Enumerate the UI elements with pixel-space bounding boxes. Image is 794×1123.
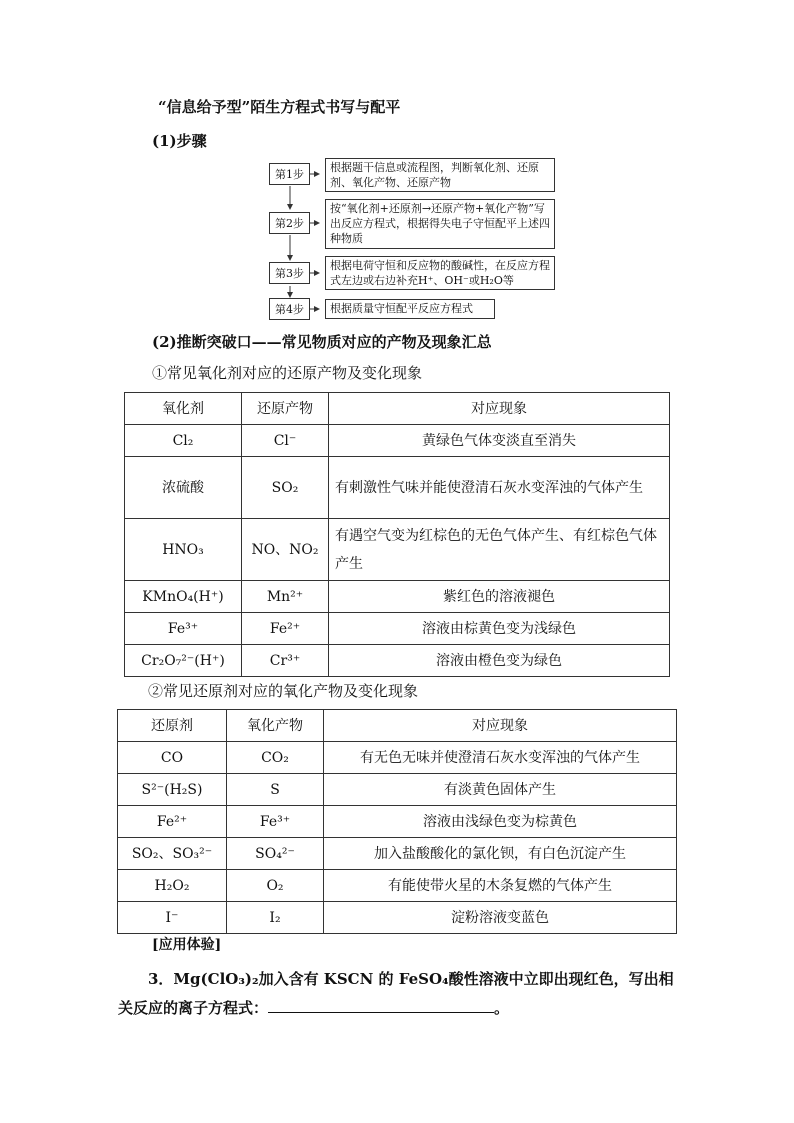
table-cell: H₂O₂	[118, 870, 227, 902]
table-cell: S²⁻(H₂S)	[118, 774, 227, 806]
table-row	[118, 902, 677, 934]
table-cell: 加入盐酸酸化的氯化钡，有白色沉淀产生	[324, 838, 677, 870]
table-cell: S	[227, 774, 324, 806]
header-phenomenon: 对应现象	[329, 393, 670, 425]
table-cell: KMnO₄(H⁺)	[125, 581, 242, 613]
header-reductant: 还原剂	[118, 710, 227, 742]
table-row	[125, 613, 670, 645]
flow-step-2-label: 第2步	[269, 212, 310, 234]
table-cell: Fe²⁺	[118, 806, 227, 838]
header-oxidation-product: 氧化产物	[227, 710, 324, 742]
oxidant-table	[124, 392, 670, 677]
header-oxidant: 氧化剂	[125, 393, 242, 425]
table-cell: 有无色无味并使澄清石灰水变浑浊的气体产生	[324, 742, 677, 774]
reductant-table-heading: ②常见还原剂对应的氧化产物及变化现象	[148, 682, 419, 700]
question-line-2	[118, 997, 509, 1018]
page-title: “信息给予型”陌生方程式书写与配平	[158, 98, 401, 116]
table-row	[118, 838, 677, 870]
table-cell: 有能使带火星的木条复燃的气体产生	[324, 870, 677, 902]
table-cell: 溶液由棕黄色变为浅绿色	[329, 613, 670, 645]
table-cell: SO₄²⁻	[227, 838, 324, 870]
table-row	[125, 581, 670, 613]
table-cell: Mn²⁺	[242, 581, 329, 613]
flow-step-4-description: 根据质量守恒配平反应方程式	[325, 299, 495, 319]
table-row	[118, 742, 677, 774]
table-row	[118, 774, 677, 806]
table-cell: 有淡黄色固体产生	[324, 774, 677, 806]
table-row	[125, 425, 670, 457]
table-cell: 溶液由橙色变为绿色	[329, 645, 670, 677]
table-cell: Cl₂	[125, 425, 242, 457]
table-row	[118, 806, 677, 838]
table-cell: Cr₂O₇²⁻(H⁺)	[125, 645, 242, 677]
table-cell: I⁻	[118, 902, 227, 934]
table-row	[125, 457, 670, 519]
table-cell: Cl⁻	[242, 425, 329, 457]
section-steps-heading: (1)步骤	[152, 132, 207, 150]
header-reduction-product: 还原产物	[242, 393, 329, 425]
table-cell: I₂	[227, 902, 324, 934]
table-header-row	[125, 393, 670, 425]
table-cell: 淀粉溶液变蓝色	[324, 902, 677, 934]
flow-step-1-description: 根据题干信息或流程图，判断氧化剂、还原剂、氧化产物、还原产物	[325, 158, 555, 192]
flow-step-3-description: 根据电荷守恒和反应物的酸碱性，在反应方程式左边或右边补充H⁺、OH⁻或H₂O等	[325, 256, 555, 290]
table-cell: 紫红色的溶液褪色	[329, 581, 670, 613]
table-cell: CO₂	[227, 742, 324, 774]
table-cell: SO₂	[242, 457, 329, 519]
table-cell: CO	[118, 742, 227, 774]
section-breakthrough-heading: (2)推断突破口——常见物质对应的产物及现象汇总	[152, 333, 492, 351]
oxidant-table-heading: ①常见氧化剂对应的还原产物及变化现象	[152, 364, 423, 382]
practice-label: [应用体验]	[152, 937, 222, 953]
flow-step-1-label: 第1步	[269, 163, 310, 185]
table-cell: 有遇空气变为红棕色的无色气体产生、有红棕色气体产生	[329, 519, 670, 581]
answer-blank[interactable]	[268, 998, 494, 1013]
flow-step-4-label: 第4步	[269, 298, 310, 320]
table-row	[118, 870, 677, 902]
flow-step-3-label: 第3步	[269, 262, 310, 284]
table-cell: Cr³⁺	[242, 645, 329, 677]
table-cell: O₂	[227, 870, 324, 902]
table-cell: HNO₃	[125, 519, 242, 581]
table-header-row	[118, 710, 677, 742]
table-row	[125, 645, 670, 677]
table-cell: Fe³⁺	[125, 613, 242, 645]
table-cell: Fe²⁺	[242, 613, 329, 645]
table-cell: 浓硫酸	[125, 457, 242, 519]
header-phenomenon: 对应现象	[324, 710, 677, 742]
question-line-1: 3．Mg(ClO₃)₂加入含有 KSCN 的 FeSO₄酸性溶液中立即出现红色，写出相	[148, 970, 674, 988]
table-row	[125, 519, 670, 581]
table-cell: 有刺激性气味并能使澄清石灰水变浑浊的气体产生	[329, 457, 670, 519]
table-cell: 黄绿色气体变淡直至消失	[329, 425, 670, 457]
steps-flowchart	[255, 156, 575, 326]
question-end-mark: 。	[494, 999, 510, 1017]
table-cell: SO₂、SO₃²⁻	[118, 838, 227, 870]
reductant-table	[117, 709, 677, 934]
flow-step-2-description: 按“氧化剂+还原剂→还原产物+氧化产物”写出反应方程式，根据得失电子守恒配平上述四种物质	[325, 199, 555, 249]
table-cell: Fe³⁺	[227, 806, 324, 838]
table-cell: 溶液由浅绿色变为棕黄色	[324, 806, 677, 838]
table-cell: NO、NO₂	[242, 519, 329, 581]
question-prompt: 关反应的离子方程式：	[118, 999, 269, 1017]
